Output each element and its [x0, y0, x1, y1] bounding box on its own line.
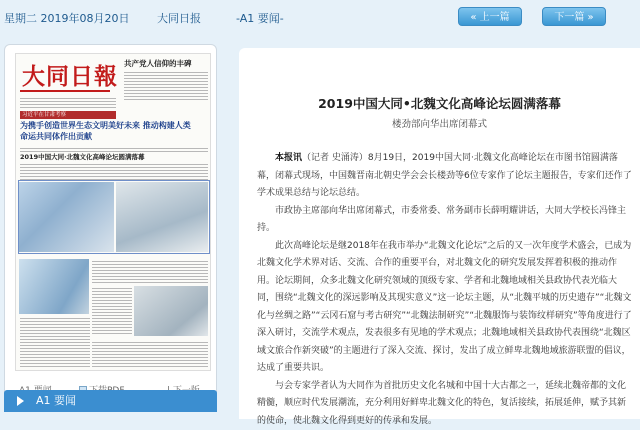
triangle-right-icon — [17, 396, 24, 406]
thumb-text-block — [20, 96, 116, 110]
article-subtitle: 楼劲部向华出席闭幕式 — [239, 116, 640, 130]
prev-article-label: 上一篇 — [480, 12, 510, 23]
thumb-subheadline: 2019中国大同·北魏文化高峰论坛圆满落幕 — [20, 152, 170, 161]
article-body — [257, 150, 633, 430]
thumb-photo — [134, 286, 208, 336]
article-lead: 本报讯 — [275, 153, 302, 163]
edition-list-label: A1 要闻 — [36, 394, 76, 407]
article-paragraph: 本报讯（记者 史涌涛）8月19日，2019中国大同·北魏文化高峰论坛在市图书馆圆满落幕，闭幕式现场，中国魏晋南北朝史学会会长楼劲等6位专家作了论坛主题报告，专家们还作了学术成果总结与论坛总结。 — [257, 150, 633, 203]
thumb-text-block — [20, 316, 90, 368]
thumb-red-banner: 习近平在甘肃考察 — [20, 111, 116, 119]
thumb-text-block — [92, 259, 208, 283]
top-bar — [0, 0, 640, 36]
thumb-text-block — [92, 286, 132, 336]
thumb-text-block — [124, 70, 208, 102]
chevron-right-icon: » — [588, 12, 594, 23]
article-paragraph: 此次高峰论坛是继2018年在我市举办“北魏文化论坛”之后的又一次年度学术盛会，已成为北魏文化学术界对话、交流、合作的重要平台，对北魏文化的研究发展发挥着积极的推动作用。论坛期间，众多北魏文化研究领域的顶级专家、学者和北魏地域相关县政协代表光临大同，围绕“北魏文化的深远影响及其现实意义”这一论坛主题，从“北魏平城的历史遗存”“北魏文化与丝绸之路”“云冈石窟与考古研究”“北魏法制研究”“北魏服饰与装饰纹样研究”等角度进行了深入研讨，交流学术观点，发表很多有见地的学术观点；北魏地域相关县政协代表围绕“北魏区域文旅合作新突破”的主题进行了深入交流、探讨，发出了成立鲜卑北魏地域旅游联盟的倡议，达成了重要共识。 — [257, 238, 633, 378]
masthead-divider — [20, 90, 110, 92]
thumb-top-right-headline: 共产党人信仰的丰碑 — [124, 58, 208, 69]
thumb-text-block — [20, 162, 208, 180]
next-article-button[interactable] — [542, 7, 606, 26]
issue-date: 星期二 2019年08月20日 — [4, 10, 130, 26]
next-article-label: 下一篇 — [554, 12, 584, 23]
article-paragraph: 市政协主席部向华出席闭幕式，市委常委、常务副市长薛明耀讲话，大同大学校长冯锋主持。 — [257, 203, 633, 238]
article-hotspot-frame[interactable] — [18, 180, 210, 254]
thumb-headline: 为携手创造世界生态文明美好未来 推动构建人类命运共同体作出贡献 — [20, 120, 198, 142]
article-paragraph: 与会专家学者认为大同作为首批历史文化名城和中国十大古都之一，延续北魏帝都的文化精髓，顺应时代发展潮流，充分利用好鲜卑北魏文化的特色，复活接续，拓展延伸，赋予其新的使命，使北魏文化得到更好的传承和发展。 — [257, 378, 633, 430]
front-page-thumbnail[interactable] — [15, 53, 211, 371]
article-title: 2019中国大同•北魏文化高峰论坛圆满落幕 — [239, 94, 640, 112]
edition-label: -A1 要闻- — [236, 10, 284, 26]
masthead-logo: 大同日報 — [22, 58, 118, 91]
paper-name: 大同日报 — [157, 10, 201, 26]
edition-list-item-a1[interactable] — [4, 390, 217, 412]
chevron-left-icon: « — [470, 12, 476, 23]
page-thumbnail-panel — [4, 44, 217, 402]
article-panel — [239, 48, 640, 419]
thumb-text-block — [92, 340, 208, 368]
thumb-photo — [19, 259, 89, 314]
prev-article-button[interactable] — [458, 7, 522, 26]
